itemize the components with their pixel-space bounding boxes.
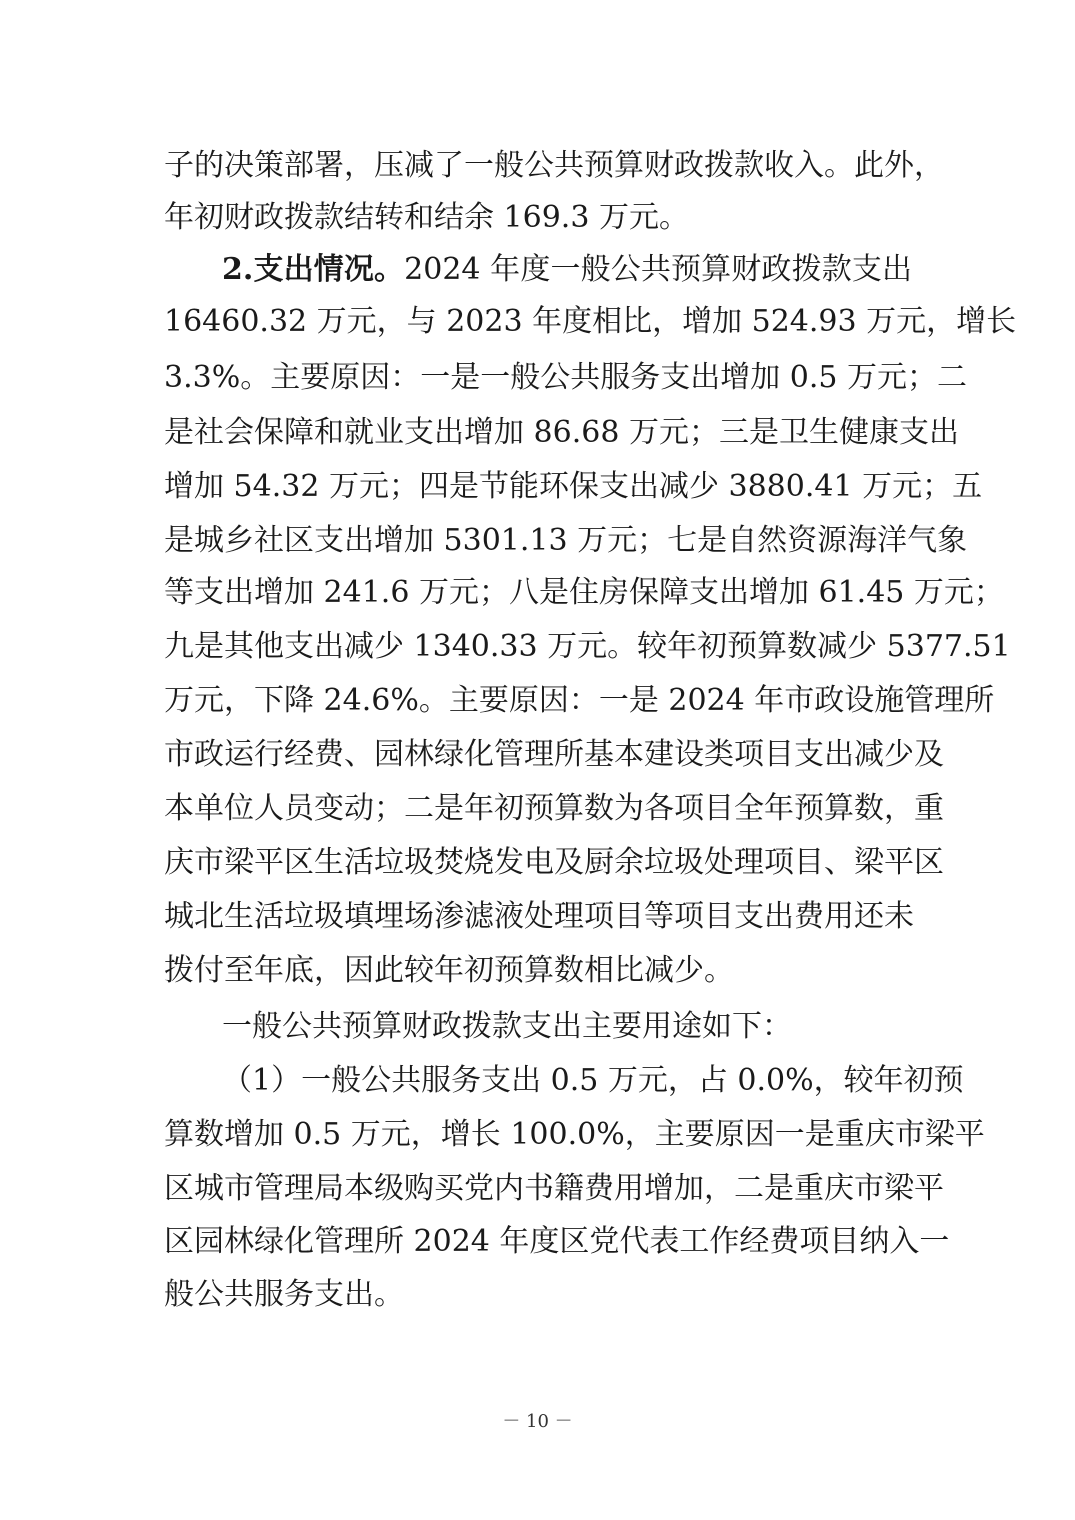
text-line-21: 区园林绿化管理所 2024 年度区党代表工作经费项目纳入一 (164, 1224, 950, 1259)
page-number: － 10 － (502, 1411, 573, 1432)
text-line-5: 3.3%。主要原因：一是一般公共服务支出增加 0.5 万元；二 (164, 360, 967, 395)
text-line-6: 是社会保障和就业支出增加 86.68 万元；三是卫生健康支出 (164, 415, 959, 450)
text-line-22: 般公共服务支出。 (164, 1277, 404, 1312)
text-line-13: 本单位人员变动；二是年初预算数为各项目全年预算数，重 (164, 791, 944, 826)
text-line-19: 算数增加 0.5 万元，增长 100.0%，主要原因一是重庆市梁平 (164, 1117, 985, 1152)
text-line-15: 城北生活垃圾填埋场渗滤液处理项目等项目支出费用还未 (164, 899, 914, 934)
text-line-4: 16460.32 万元，与 2023 年度相比，增加 524.93 万元，增长 (164, 304, 1017, 339)
text-line-10: 九是其他支出减少 1340.33 万元。较年初预算数减少 5377.51 (164, 629, 1011, 664)
text-line-8: 是城乡社区支出增加 5301.13 万元；七是自然资源海洋气象 (164, 523, 968, 558)
text-line-7: 增加 54.32 万元；四是节能环保支出减少 3880.41 万元；五 (164, 469, 983, 504)
text-line-12: 市政运行经费、园林绿化管理所基本建设类项目支出减少及 (164, 737, 944, 772)
text-line-2: 年初财政拨款结转和结余 169.3 万元。 (164, 200, 689, 235)
text-line-20: 区城市管理局本级购买党内书籍费用增加，二是重庆市梁平 (164, 1171, 944, 1206)
text-line-18: （1）一般公共服务支出 0.5 万元，占 0.0%，较年初预 (222, 1063, 964, 1098)
text-line-1: 子的决策部署，压减了一般公共预算财政拨款收入。此外， (164, 148, 944, 183)
text-line-14: 庆市梁平区生活垃圾焚烧发电及厨余垃圾处理项目、梁平区 (164, 845, 944, 880)
text-line-9: 等支出增加 241.6 万元；八是住房保障支出增加 61.45 万元； (164, 575, 1004, 610)
text-line-17: 一般公共预算财政拨款支出主要用途如下： (222, 1009, 792, 1044)
text-line-16: 拨付至年底，因此较年初预算数相比减少。 (164, 953, 734, 988)
section-heading: 2.支出情况。 (222, 252, 405, 287)
text-line-11: 万元，下降 24.6%。主要原因：一是 2024 年市政设施管理所 (164, 683, 995, 718)
section-heading-line: 2.支出情况。2024 年度一般公共预算财政拨款支出 (222, 252, 912, 287)
